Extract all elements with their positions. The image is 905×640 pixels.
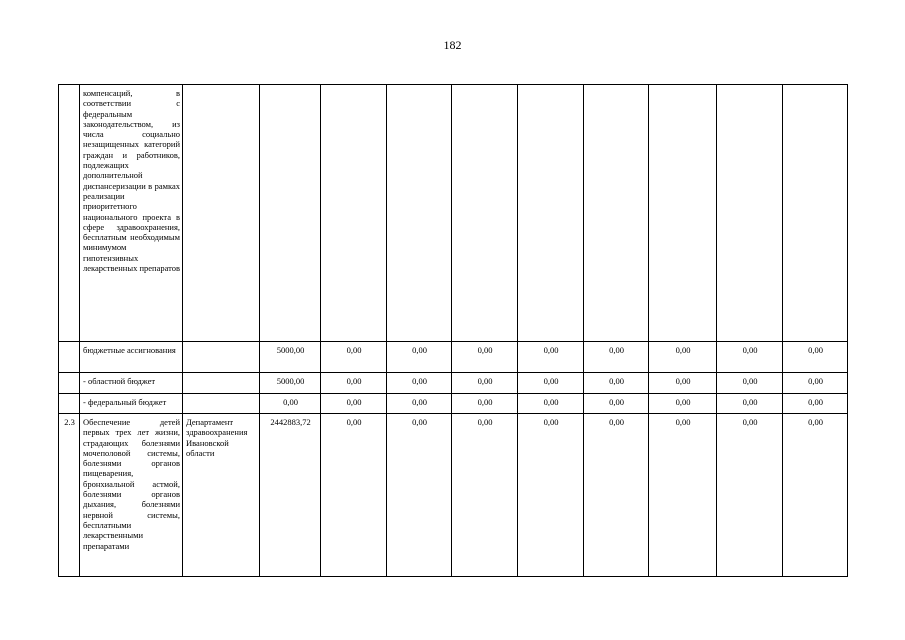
value-cell: 0,00 <box>649 414 717 577</box>
value-cell: 0,00 <box>260 394 321 414</box>
row-index <box>59 394 80 414</box>
value-cell: 5000,00 <box>260 373 321 394</box>
row-index <box>59 342 80 373</box>
value-cell: 0,00 <box>717 342 783 373</box>
page-number: 182 <box>443 38 462 52</box>
row-executor <box>183 85 260 342</box>
value-cell: 0,00 <box>387 342 452 373</box>
budget-table <box>58 84 848 577</box>
value-cell: 0,00 <box>321 342 387 373</box>
table-row <box>59 342 848 373</box>
row-description: Обеспечение детей первых трех лет жизни, страдающих болезнями мочеполовой системы, болезнями органов пищеварения, бронхиальной астмой, болезнями органов дыхания, болезнями нервной системы, бесплатными лекарственными препаратами <box>80 414 183 577</box>
value-cell: 0,00 <box>649 342 717 373</box>
value-cell <box>260 85 321 342</box>
value-cell <box>321 85 387 342</box>
value-cell: 0,00 <box>518 342 584 373</box>
value-cell: 0,00 <box>321 373 387 394</box>
value-cell <box>783 85 848 342</box>
value-cell: 5000,00 <box>260 342 321 373</box>
value-cell: 0,00 <box>584 373 649 394</box>
row-executor <box>183 373 260 394</box>
value-cell: 0,00 <box>452 342 518 373</box>
value-cell: 0,00 <box>387 373 452 394</box>
value-cell <box>387 85 452 342</box>
table-row <box>59 394 848 414</box>
value-cell: 0,00 <box>321 414 387 577</box>
value-cell: 0,00 <box>717 414 783 577</box>
value-cell: 0,00 <box>649 373 717 394</box>
value-cell <box>717 85 783 342</box>
row-description: - федеральный бюджет <box>80 394 183 414</box>
value-cell: 0,00 <box>452 414 518 577</box>
value-cell: 0,00 <box>518 373 584 394</box>
row-description: бюджетные ассигнования <box>80 342 183 373</box>
row-index: 2.3 <box>59 414 80 577</box>
value-cell: 0,00 <box>717 373 783 394</box>
table-row <box>59 373 848 394</box>
value-cell: 0,00 <box>717 394 783 414</box>
value-cell: 0,00 <box>584 414 649 577</box>
value-cell: 0,00 <box>649 394 717 414</box>
value-cell: 0,00 <box>452 394 518 414</box>
value-cell: 0,00 <box>518 414 584 577</box>
value-cell: 0,00 <box>452 373 518 394</box>
value-cell: 0,00 <box>321 394 387 414</box>
value-cell: 0,00 <box>783 373 848 394</box>
value-cell: 0,00 <box>518 394 584 414</box>
table-row <box>59 85 848 342</box>
value-cell: 0,00 <box>783 342 848 373</box>
value-cell <box>649 85 717 342</box>
value-cell: 0,00 <box>584 394 649 414</box>
row-index <box>59 373 80 394</box>
table-row <box>59 414 848 577</box>
value-cell <box>452 85 518 342</box>
value-cell: 0,00 <box>387 394 452 414</box>
value-cell: 0,00 <box>783 414 848 577</box>
value-cell: 2442883,72 <box>260 414 321 577</box>
row-executor <box>183 342 260 373</box>
value-cell: 0,00 <box>584 342 649 373</box>
value-cell: 0,00 <box>387 414 452 577</box>
row-index <box>59 85 80 342</box>
value-cell: 0,00 <box>783 394 848 414</box>
value-cell <box>518 85 584 342</box>
row-executor <box>183 394 260 414</box>
row-executor: Департамент здравоохранения Ивановской области <box>183 414 260 577</box>
row-description: компенсаций, в соответствии с федеральным законодательством, из числа социально незащищенных категорий граждан и работников, подлежащих дополнительной диспансеризации в рамках реализации приоритетного национального проекта в сфере здравоохранения, бесплатным необходимым минимумом гипотензивных лекарственных препаратов <box>80 85 183 342</box>
value-cell <box>584 85 649 342</box>
row-description: - областной бюджет <box>80 373 183 394</box>
